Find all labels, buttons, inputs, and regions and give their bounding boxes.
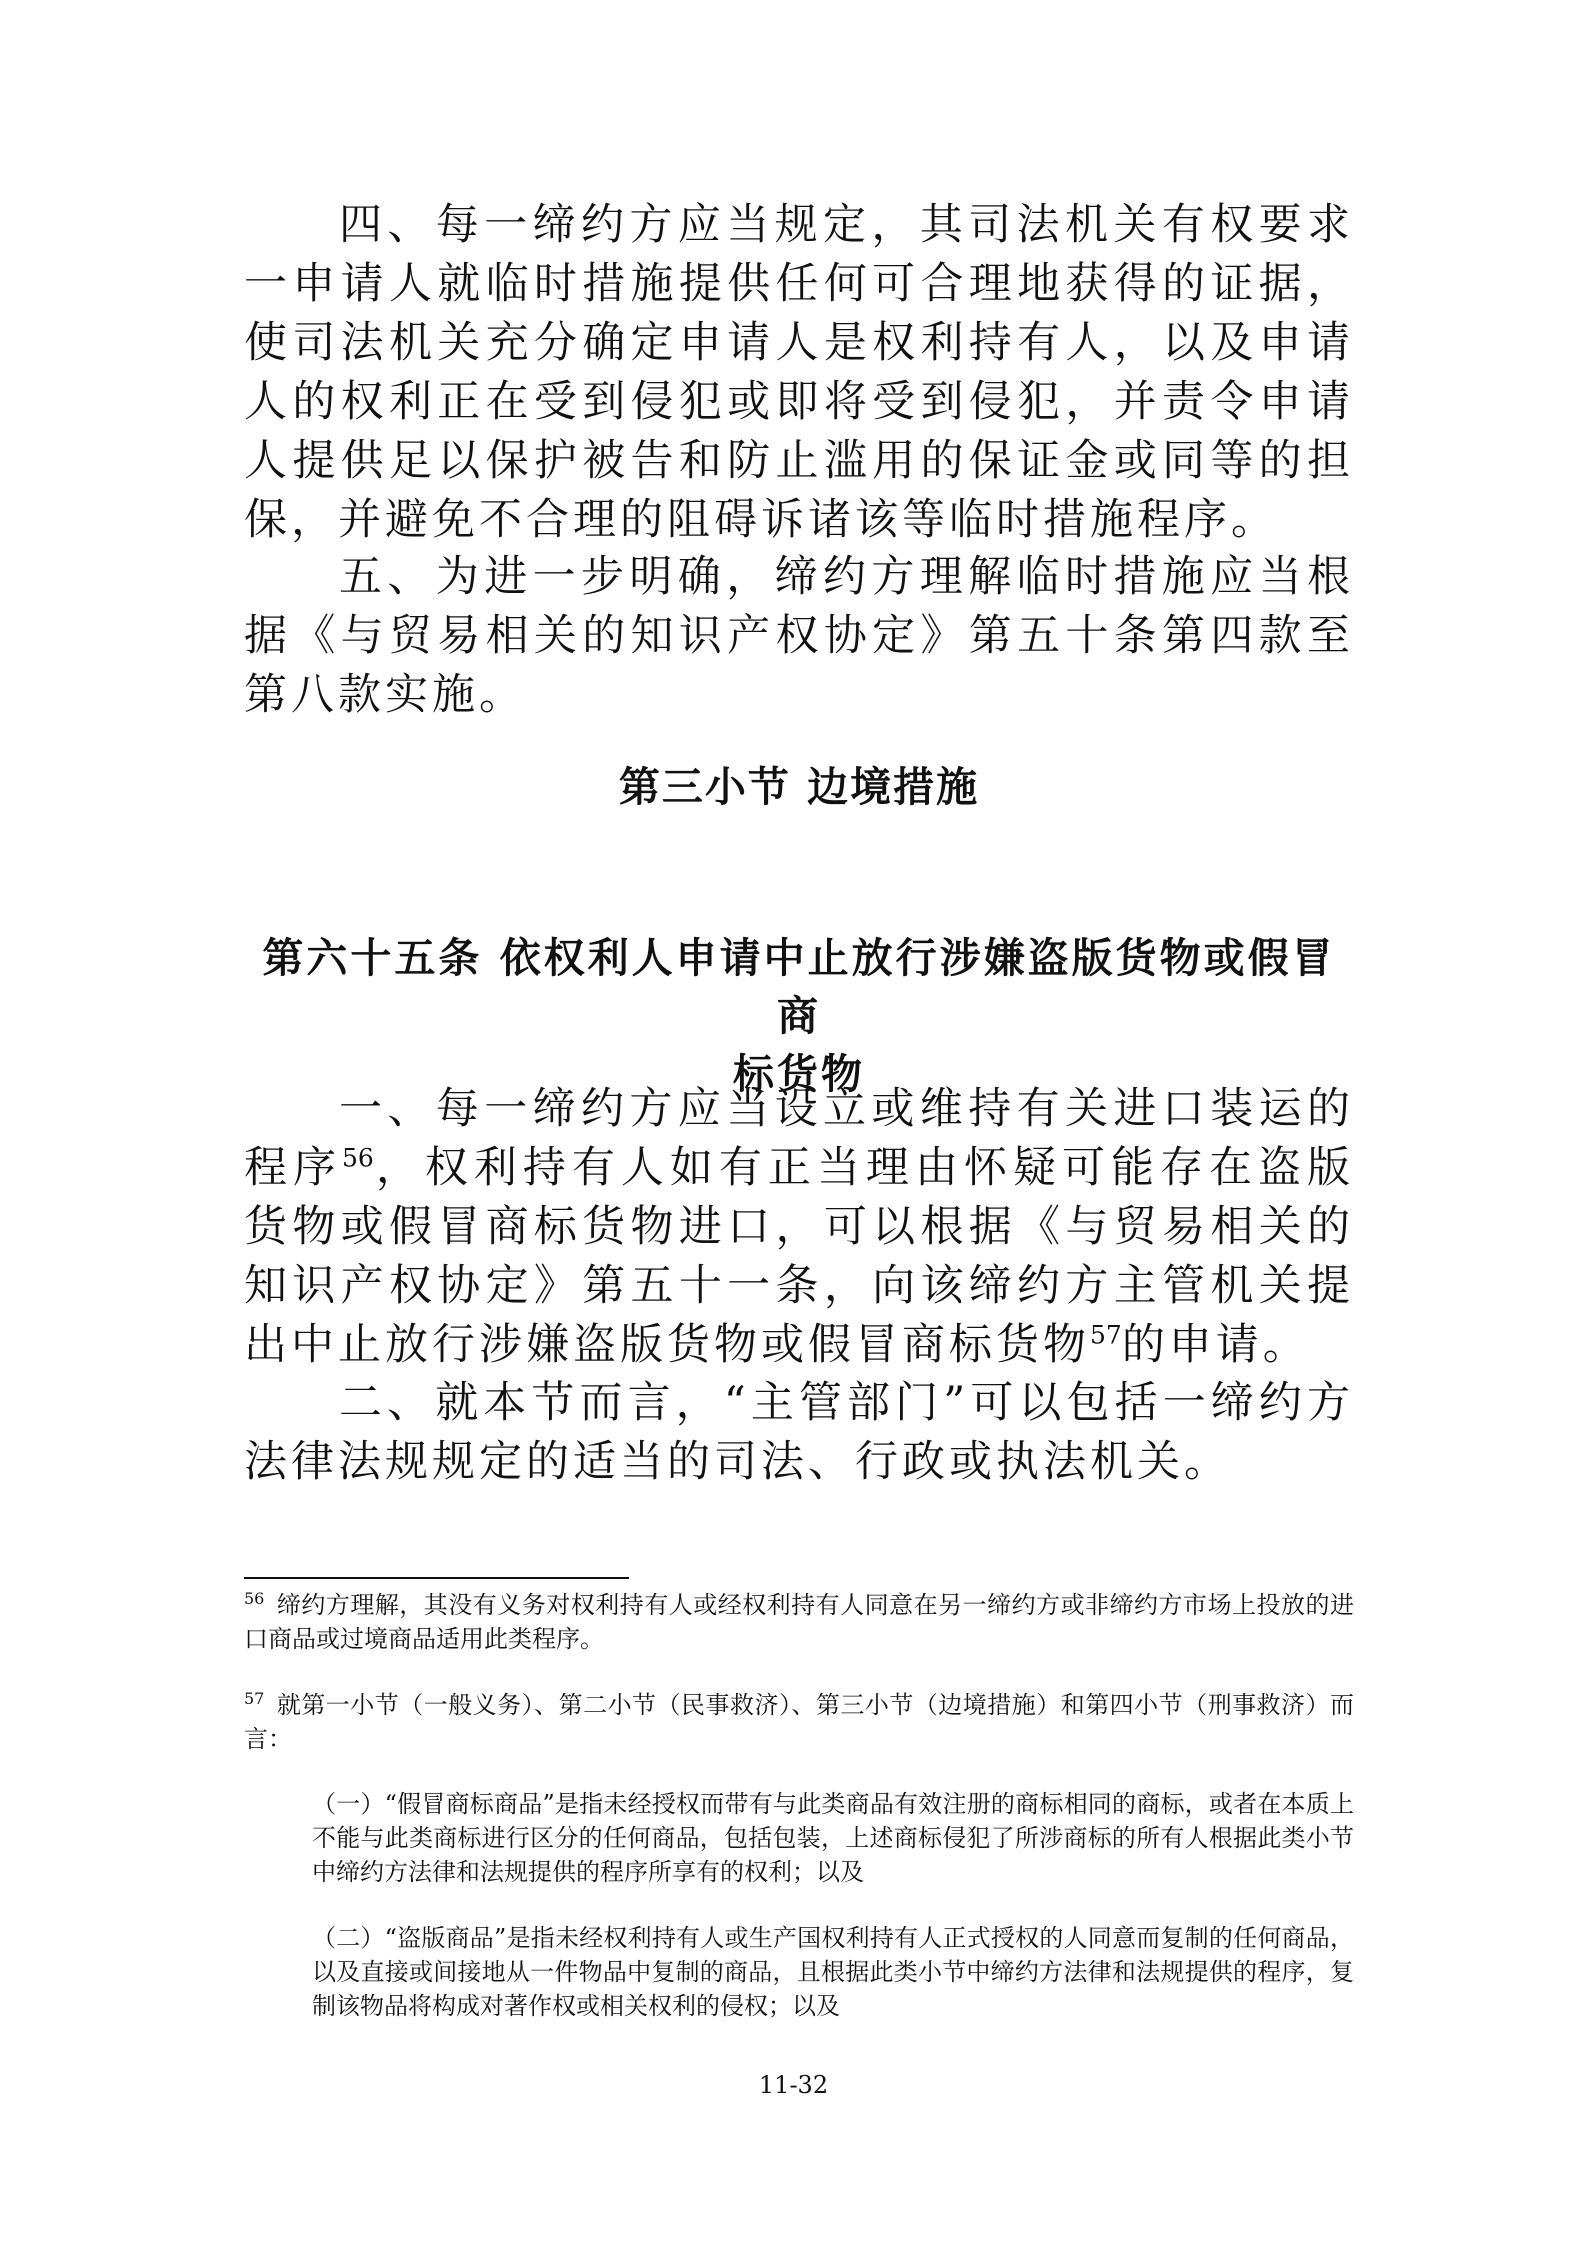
page-number: 11-32 [758,2071,829,2099]
footnote-ref-56[interactable]: 56 [342,1143,374,1173]
footnote-57-item-two: （二）“盗版商品”是指未经权利持有人或生产国权利持有人正式授权的人同意而复制的任何商品，以及直接或间接地从一件物品中复制的商品，且根据此类小节中缔约方法律和法规提供的程序，复制该物品将构成对著作权或相关权利的侵权；以及 [312,1924,1354,2020]
footnote-separator [244,1577,629,1579]
article-heading [244,929,1354,1103]
footnote-ref-57[interactable]: 57 [1090,1320,1122,1350]
footnote-56-number: 56 [244,1589,265,1608]
section-heading: 第三小节 边境措施 [618,763,980,811]
footnote-57 [244,1688,1354,1756]
footnote-57-item-one: （一）“假冒商标商品”是指未经授权而带有与此类商品有效注册的商标相同的商标，或者在本质上不能与此类商标进行区分的任何商品，包括包装，上述商标侵犯了所涉商标的所有人根据此类小节中缔约方法律和法规提供的程序所享有的权利；以及 [312,1790,1354,1886]
article-paragraph-one-part3: 的申请。 [1121,1320,1310,1370]
paragraph-five: 五、为进一步明确，缔约方理解临时措施应当根据《与贸易相关的知识产权协定》第五十条第四款至第八款实施。 [244,552,1354,720]
article-heading-line2: 标货物 [733,1050,865,1098]
article-paragraph-two: 二、就本节而言，“主管部门”可以包括一缔约方法律法规规定的适当的司法、行政或执法机关。 [244,1378,1354,1487]
article-paragraph-one [244,1080,1354,1375]
footnote-56 [244,1588,1354,1656]
footnote-56-text: 缔约方理解，其没有义务对权利持有人或经权利持有人同意在另一缔约方或非缔约方市场上投放的进口商品或过境商品适用此类程序。 [244,1591,1354,1653]
footnote-57-text: 就第一小节（一般义务）、第二小节（民事救济）、第三小节（边境措施）和第四小节（刑事救济）而言： [244,1691,1354,1753]
footnote-57-number: 57 [244,1689,265,1708]
article-paragraph-one-part2: ，权利持有人如有正当理由怀疑可能存在盗版货物或假冒商标货物进口，可以根据《与贸易相关的知识产权协定》第五十一条，向该缔约方主管机关提出中止放行涉嫌盗版货物或假冒商标货物 [244,1143,1355,1370]
article-paragraph-one-part1: 一、每一缔约方应当设立或维持有关进口装运的程序 [244,1084,1354,1193]
paragraph-four: 四、每一缔约方应当规定，其司法机关有权要求一申请人就临时措施提供任何可合理地获得的证据，使司法机关充分确定申请人是权利持有人，以及申请人的权利正在受到侵犯或即将受到侵犯，并责令申请人提供足以保护被告和防止滥用的保证金或同等的担保，并避免不合理的阻碍诉诸该等临时措施程序。 [244,200,1354,545]
article-heading-line1: 第六十五条 依权利人申请中止放行涉嫌盗版货物或假冒商 [262,934,1336,1040]
